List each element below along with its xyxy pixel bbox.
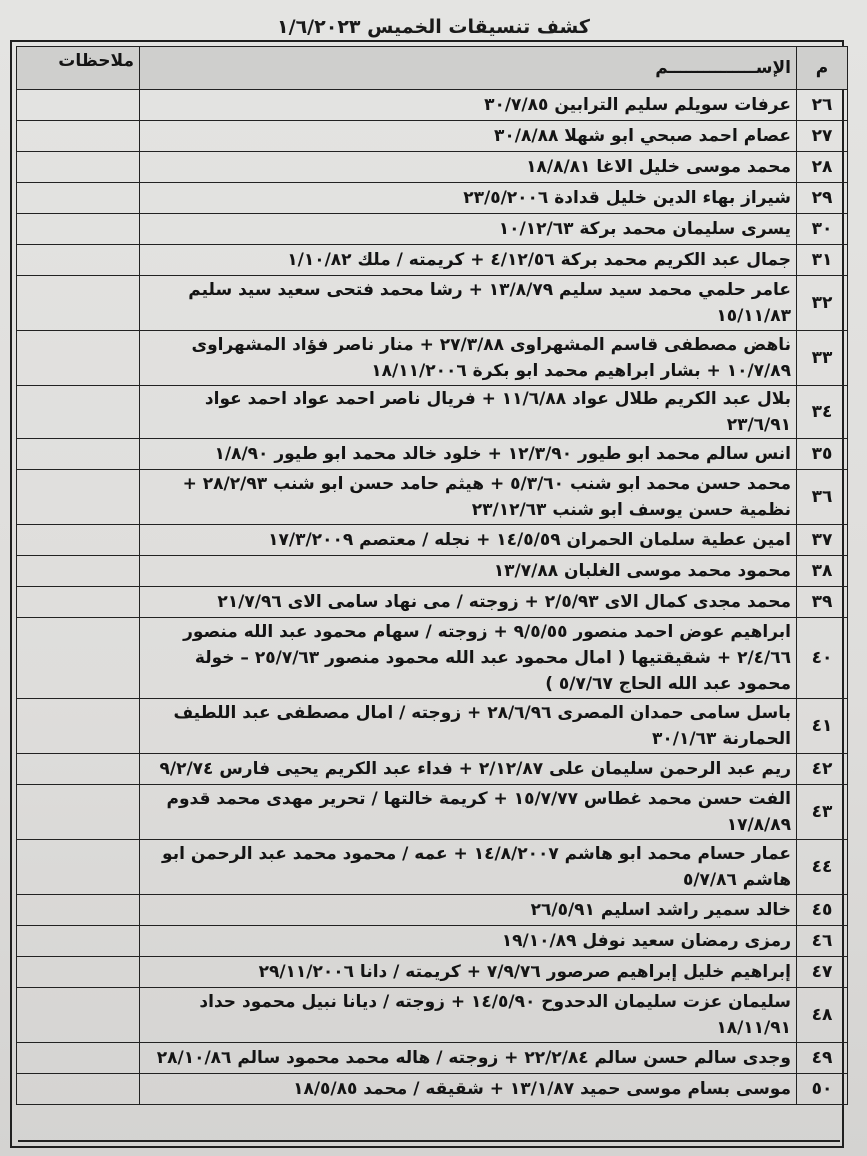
table-row	[17, 152, 848, 183]
row-name: شيراز بهاء الدين خليل قدادة ٢٣/٥/٢٠٠٦	[140, 183, 797, 214]
row-number: ٢٩	[797, 183, 848, 214]
row-name: ابراهيم عوض احمد منصور ٩/٥/٥٥ + زوجته / سهام محمود عبد الله منصور ٢/٤/٦٦ + شقيقتيها ( امال محمود عبد الله محمود منصور ٢٥/٧/٦٣ – خولة محمود عبد الله الحاج ٥/٧/٦٧ )	[140, 618, 797, 699]
table-row	[17, 1043, 848, 1074]
row-notes	[17, 439, 140, 470]
row-notes	[17, 754, 140, 785]
roster-table	[16, 46, 848, 1105]
row-notes	[17, 1043, 140, 1074]
row-name: جمال عبد الكريم محمد بركة ٤/١٢/٥٦ + كريمته / ملك ١/١٠/٨٢	[140, 245, 797, 276]
row-name: سليمان عزت سليمان الدحدوح ١٤/٥/٩٠ + زوجته / ديانا نبيل محمود حداد ١٨/١١/٩١	[140, 988, 797, 1043]
row-name: محمد موسى خليل الاغا ١٨/٨/٨١	[140, 152, 797, 183]
row-name: امين عطية سلمان الحمران ١٤/٥/٥٩ + نجله / معتصم ١٧/٣/٢٠٠٩	[140, 525, 797, 556]
row-number: ٤٩	[797, 1043, 848, 1074]
row-number: ٢٨	[797, 152, 848, 183]
roster-body	[17, 90, 848, 1105]
row-notes	[17, 525, 140, 556]
row-name: بلال عبد الكريم طلال عواد ١١/٦/٨٨ + فريال ناصر احمد عواد احمد عواد ٢٣/٦/٩١	[140, 386, 797, 439]
table-row	[17, 439, 848, 470]
row-number: ٣٥	[797, 439, 848, 470]
table-row	[17, 90, 848, 121]
row-name: ريم عبد الرحمن سليمان على ٢/١٢/٨٧ + فداء عبد الكريم يحيى فارس ٩/٢/٧٤	[140, 754, 797, 785]
table-row	[17, 587, 848, 618]
header-notes: ملاحظات	[17, 47, 140, 90]
table-row	[17, 386, 848, 439]
table-row	[17, 183, 848, 214]
table-row	[17, 785, 848, 840]
row-notes	[17, 183, 140, 214]
row-number: ٣٨	[797, 556, 848, 587]
row-number: ٤٦	[797, 926, 848, 957]
table-row	[17, 214, 848, 245]
row-name: موسى بسام موسى حميد ١٣/١/٨٧ + شقيقه / محمد ١٨/٥/٨٥	[140, 1074, 797, 1105]
table-row	[17, 556, 848, 587]
row-notes	[17, 840, 140, 895]
row-name: عامر حلمي محمد سيد سليم ١٣/٨/٧٩ + رشا محمد فتحى سعيد سيد سليم ١٥/١١/٨٣	[140, 276, 797, 331]
row-notes	[17, 699, 140, 754]
table-row	[17, 618, 848, 699]
row-notes	[17, 785, 140, 840]
header-number: م	[797, 47, 848, 90]
row-name: يسرى سليمان محمد بركة ١٠/١٢/٦٣	[140, 214, 797, 245]
row-notes	[17, 895, 140, 926]
row-name: عرفات سويلم سليم الترابين ٣٠/٧/٨٥	[140, 90, 797, 121]
row-number: ٣٧	[797, 525, 848, 556]
table-row	[17, 331, 848, 386]
row-number: ٤٥	[797, 895, 848, 926]
row-notes	[17, 587, 140, 618]
row-name: عصام احمد صبحي ابو شهلا ٣٠/٨/٨٨	[140, 121, 797, 152]
row-number: ٤٨	[797, 988, 848, 1043]
row-number: ٣١	[797, 245, 848, 276]
row-notes	[17, 618, 140, 699]
table-row	[17, 988, 848, 1043]
row-name: الفت حسن محمد غطاس ١٥/٧/٧٧ + كريمة خالتها / تحرير مهدى محمد قدوم ١٧/٨/٨٩	[140, 785, 797, 840]
bottom-rule	[18, 1140, 840, 1142]
row-name: إبراهيم خليل إبراهيم صرصور ٧/٩/٧٦ + كريمته / دانا ٢٩/١١/٢٠٠٦	[140, 957, 797, 988]
table-row	[17, 245, 848, 276]
row-number: ٢٦	[797, 90, 848, 121]
table-row	[17, 895, 848, 926]
table-row	[17, 276, 848, 331]
row-number: ٣٠	[797, 214, 848, 245]
row-notes	[17, 331, 140, 386]
row-name: محمد حسن محمد ابو شنب ٥/٣/٦٠ + هيثم حامد حسن ابو شنب ٢٨/٢/٩٣ + نظمية حسن يوسف ابو شنب ٢٣/١٢/٦٣	[140, 470, 797, 525]
table-row	[17, 1074, 848, 1105]
table-row	[17, 840, 848, 895]
document-title: كشف تنسيقات الخميس ١/٦/٢٠٢٣	[277, 16, 590, 38]
table-row	[17, 699, 848, 754]
row-name: وجدى سالم حسن سالم ٢٢/٢/٨٤ + زوجته / هاله محمد محمود سالم ٢٨/١٠/٨٦	[140, 1043, 797, 1074]
row-name: محمود محمد موسى الغلبان ١٣/٧/٨٨	[140, 556, 797, 587]
header-row	[17, 47, 848, 90]
table-row	[17, 525, 848, 556]
row-notes	[17, 556, 140, 587]
row-name: عمار حسام محمد ابو هاشم ١٤/٨/٢٠٠٧ + عمه / محمود محمد عبد الرحمن ابو هاشم ٥/٧/٨٦	[140, 840, 797, 895]
row-notes	[17, 152, 140, 183]
row-notes	[17, 90, 140, 121]
row-number: ٤٣	[797, 785, 848, 840]
row-number: ٤٢	[797, 754, 848, 785]
row-notes	[17, 121, 140, 152]
row-name: انس سالم محمد ابو طيور ١٢/٣/٩٠ + خلود خالد محمد ابو طيور ١/٨/٩٠	[140, 439, 797, 470]
table-row	[17, 926, 848, 957]
row-notes	[17, 957, 140, 988]
row-number: ٣٩	[797, 587, 848, 618]
row-notes	[17, 470, 140, 525]
row-number: ٤١	[797, 699, 848, 754]
row-number: ٣٢	[797, 276, 848, 331]
header-name: الإســـــــــــــــم	[140, 47, 797, 90]
row-name: ناهض مصطفى قاسم المشهراوى ٢٧/٣/٨٨ + منار ناصر فؤاد المشهراوى ١٠/٧/٨٩ + بشار ابراهيم محمد ابو بكرة ١٨/١١/٢٠٠٦	[140, 331, 797, 386]
row-notes	[17, 276, 140, 331]
row-number: ٤٠	[797, 618, 848, 699]
row-notes	[17, 214, 140, 245]
row-number: ٣٤	[797, 386, 848, 439]
row-number: ٣٦	[797, 470, 848, 525]
table-row	[17, 957, 848, 988]
row-name: خالد سمير راشد اسليم ٢٦/٥/٩١	[140, 895, 797, 926]
row-notes	[17, 926, 140, 957]
row-notes	[17, 988, 140, 1043]
row-number: ٤٧	[797, 957, 848, 988]
row-name: رمزى رمضان سعيد نوفل ١٩/١٠/٨٩	[140, 926, 797, 957]
row-notes	[17, 245, 140, 276]
row-number: ٤٤	[797, 840, 848, 895]
row-notes	[17, 386, 140, 439]
table-row	[17, 470, 848, 525]
row-number: ٢٧	[797, 121, 848, 152]
table-row	[17, 754, 848, 785]
row-number: ٥٠	[797, 1074, 848, 1105]
row-name: محمد مجدى كمال الاى ٢/٥/٩٣ + زوجته / مى نهاد سامى الاى ٢١/٧/٩٦	[140, 587, 797, 618]
row-number: ٣٣	[797, 331, 848, 386]
row-name: باسل سامى حمدان المصرى ٢٨/٦/٩٦ + زوجته / امال مصطفى عبد اللطيف الحمارنة ٣٠/١/٦٣	[140, 699, 797, 754]
table-row	[17, 121, 848, 152]
row-notes	[17, 1074, 140, 1105]
